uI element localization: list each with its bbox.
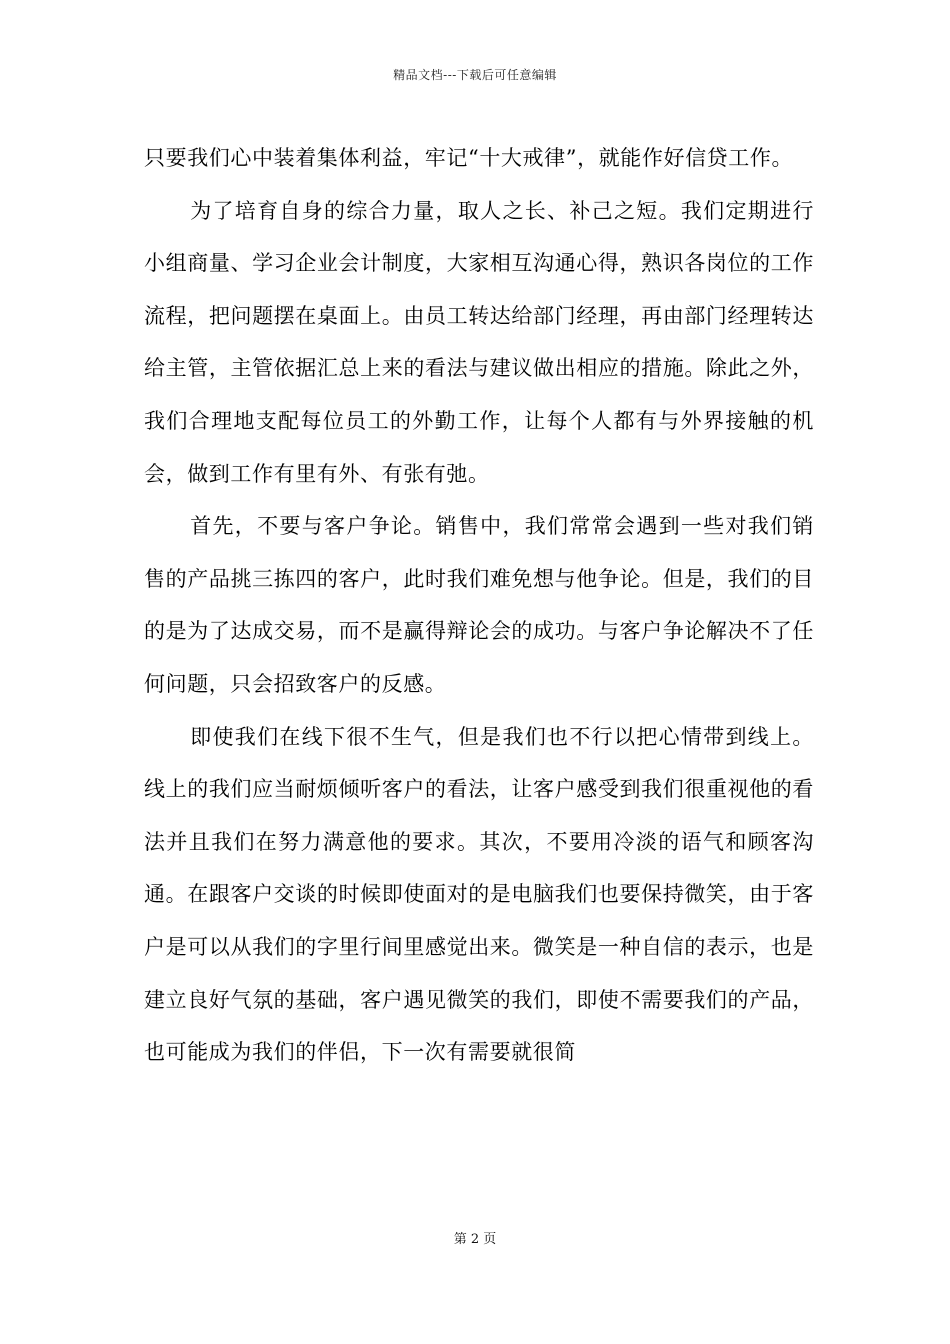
paragraph: 首先，不要与客户争论。销售中，我们常常会遇到一些对我们销售的产品挑三拣四的客户，此时我们难免想与他争论。但是，我们的目的是为了达成交易，而不是赢得辩论会的成功。与客户争论解决不了任何问题，只会招致客户的反感。 <box>144 514 814 696</box>
page-number: 第 2 页 <box>453 1232 497 1247</box>
page-header: 精品文档---下载后可任意编辑 <box>393 68 557 82</box>
paragraph: 即使我们在线下很不生气，但是我们也不行以把心情带到线上。线上的我们应当耐烦倾听客户的看法，让客户感受到我们很重视他的看法并且我们在努力满意他的要求。其次，不要用冷淡的语气和顾客沟通。在跟客户交谈的时候即使面对的是电脑我们也要保持微笑，由于客户是可以从我们的字里行间里感觉出来。微笑是一种自信的表示，也是建立良好气氛的基础，客户遇见微笑的我们，即使不需要我们的产品，也可能成为我们的伴侣，下一次有需要就很简 <box>144 724 814 1065</box>
document-body <box>144 132 814 1079</box>
paragraph: 只要我们心中装着集体利益，牢记“十大戒律”，就能作好信贷工作。 <box>144 146 794 170</box>
paragraph: 为了培育自身的综合力量，取人之长、补己之短。我们定期进行小组商量、学习企业会计制度，大家相互沟通心得，熟识各岗位的工作流程，把问题摆在桌面上。由员工转达给部门经理，再由部门经理转达给主管，主管依据汇总上来的看法与建议做出相应的措施。除此之外，我们合理地支配每位员工的外勤工作，让每个人都有与外界接触的机会，做到工作有里有外、有张有弛。 <box>144 198 814 486</box>
